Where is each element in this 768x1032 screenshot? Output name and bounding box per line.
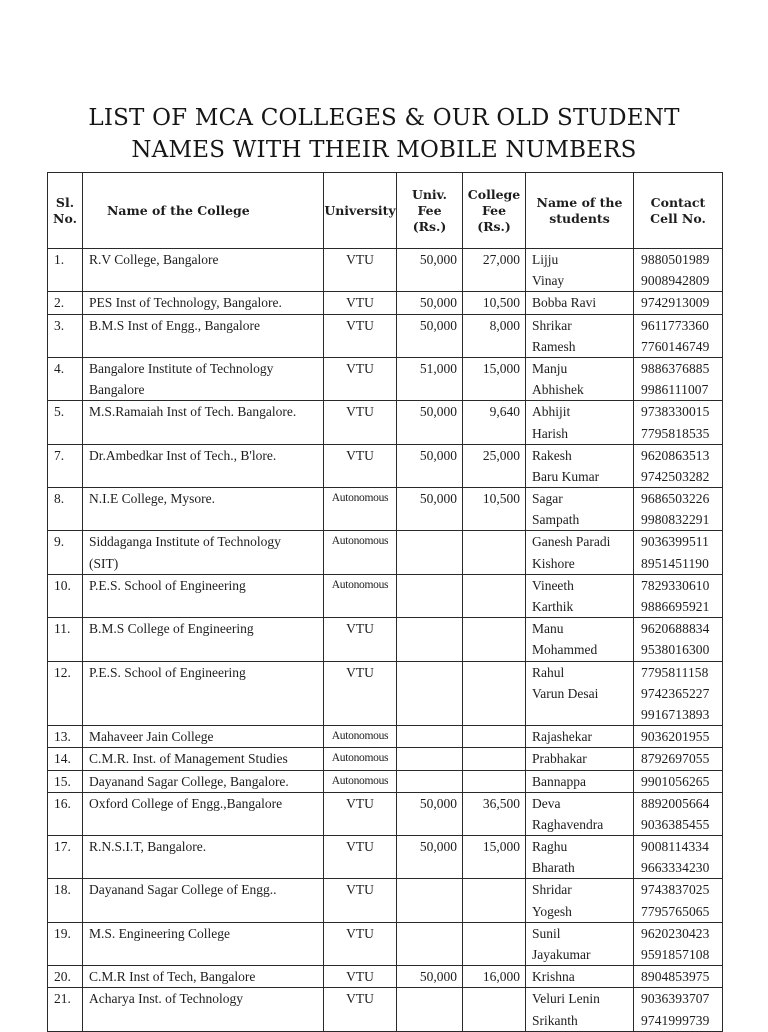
cell-univ-fee xyxy=(397,726,463,748)
cell-students: Raghu Bharath xyxy=(526,836,634,879)
cell-sl-no: 2. xyxy=(48,292,83,314)
cell-univ-fee xyxy=(397,922,463,965)
table-row xyxy=(48,249,723,292)
college-table xyxy=(47,172,723,1032)
cell-contact: 9742913009 xyxy=(634,292,723,314)
table-row xyxy=(48,966,723,988)
cell-university: VTU xyxy=(324,966,397,988)
cell-college-name: C.M.R. Inst. of Management Studies xyxy=(83,748,324,770)
table-row xyxy=(48,618,723,661)
header-university: University xyxy=(324,173,397,249)
cell-university: Autonomous xyxy=(324,488,397,531)
cell-sl-no: 10. xyxy=(48,574,83,617)
cell-contact: 9036393707 9741999739 xyxy=(634,988,723,1031)
table-row xyxy=(48,314,723,357)
cell-university: VTU xyxy=(324,618,397,661)
cell-univ-fee: 50,000 xyxy=(397,314,463,357)
cell-contact: 9620863513 9742503282 xyxy=(634,444,723,487)
table-row xyxy=(48,792,723,835)
cell-students: Rahul Varun Desai xyxy=(526,661,634,726)
cell-univ-fee xyxy=(397,988,463,1031)
cell-college-name: B.M.S College of Engineering xyxy=(83,618,324,661)
cell-sl-no: 5. xyxy=(48,401,83,444)
cell-college-fee: 25,000 xyxy=(463,444,526,487)
cell-college-name: Bangalore Institute of Technology Bangalore xyxy=(83,357,324,400)
cell-sl-no: 15. xyxy=(48,770,83,792)
table-row xyxy=(48,531,723,574)
cell-univ-fee: 50,000 xyxy=(397,792,463,835)
cell-contact: 7829330610 9886695921 xyxy=(634,574,723,617)
cell-contact: 9036201955 xyxy=(634,726,723,748)
cell-contact: 9611773360 7760146749 xyxy=(634,314,723,357)
cell-students: Abhijit Harish xyxy=(526,401,634,444)
cell-college-name: Acharya Inst. of Technology xyxy=(83,988,324,1031)
header-univ-fee: Univ. Fee (Rs.) xyxy=(397,173,463,249)
cell-students: Shridar Yogesh xyxy=(526,879,634,922)
cell-contact: 9901056265 xyxy=(634,770,723,792)
cell-univ-fee: 50,000 xyxy=(397,488,463,531)
title-line-1: LIST OF MCA COLLEGES & OUR OLD STUDENT xyxy=(88,105,680,131)
cell-students: Veluri Lenin Srikanth xyxy=(526,988,634,1031)
cell-univ-fee xyxy=(397,770,463,792)
title-line-2: NAMES WITH THEIR MOBILE NUMBERS xyxy=(131,137,637,163)
cell-students: Ganesh Paradi Kishore xyxy=(526,531,634,574)
header-students: Name of the students xyxy=(526,173,634,249)
cell-contact: 9686503226 9980832291 xyxy=(634,488,723,531)
cell-sl-no: 9. xyxy=(48,531,83,574)
cell-contact: 9036399511 8951451190 xyxy=(634,531,723,574)
cell-sl-no: 17. xyxy=(48,836,83,879)
cell-contact: 7795811158 9742365227 9916713893 xyxy=(634,661,723,726)
cell-college-name: PES Inst of Technology, Bangalore. xyxy=(83,292,324,314)
cell-students: Deva Raghavendra xyxy=(526,792,634,835)
header-sl-no: Sl. No. xyxy=(48,173,83,249)
cell-college-name: Dayanand Sagar College, Bangalore. xyxy=(83,770,324,792)
cell-college-fee: 27,000 xyxy=(463,249,526,292)
cell-students: Bannappa xyxy=(526,770,634,792)
cell-college-name: C.M.R Inst of Tech, Bangalore xyxy=(83,966,324,988)
table-row xyxy=(48,726,723,748)
cell-college-fee: 10,500 xyxy=(463,488,526,531)
cell-university: VTU xyxy=(324,879,397,922)
cell-college-name: Dayanand Sagar College of Engg.. xyxy=(83,879,324,922)
cell-university: Autonomous xyxy=(324,770,397,792)
cell-contact: 9743837025 7795765065 xyxy=(634,879,723,922)
cell-college-fee xyxy=(463,531,526,574)
cell-students: Lijju Vinay xyxy=(526,249,634,292)
cell-sl-no: 11. xyxy=(48,618,83,661)
cell-students: Manju Abhishek xyxy=(526,357,634,400)
cell-contact: 8792697055 xyxy=(634,748,723,770)
cell-college-name: B.M.S Inst of Engg., Bangalore xyxy=(83,314,324,357)
table-row xyxy=(48,836,723,879)
header-college-name: Name of the College xyxy=(83,173,324,249)
cell-sl-no: 13. xyxy=(48,726,83,748)
cell-college-fee xyxy=(463,726,526,748)
cell-college-fee xyxy=(463,922,526,965)
cell-students: Bobba Ravi xyxy=(526,292,634,314)
table-row xyxy=(48,292,723,314)
cell-univ-fee xyxy=(397,879,463,922)
cell-contact: 8892005664 9036385455 xyxy=(634,792,723,835)
cell-sl-no: 18. xyxy=(48,879,83,922)
cell-univ-fee xyxy=(397,618,463,661)
cell-university: VTU xyxy=(324,444,397,487)
cell-students: Rajashekar xyxy=(526,726,634,748)
cell-university: VTU xyxy=(324,357,397,400)
cell-sl-no: 21. xyxy=(48,988,83,1031)
cell-college-fee: 15,000 xyxy=(463,836,526,879)
cell-university: VTU xyxy=(324,988,397,1031)
cell-univ-fee xyxy=(397,531,463,574)
cell-students: Krishna xyxy=(526,966,634,988)
table-row xyxy=(48,357,723,400)
table-row xyxy=(48,661,723,726)
document-title xyxy=(0,102,768,166)
cell-college-fee xyxy=(463,748,526,770)
cell-sl-no: 19. xyxy=(48,922,83,965)
table-header-row xyxy=(48,173,723,249)
cell-univ-fee xyxy=(397,748,463,770)
cell-sl-no: 14. xyxy=(48,748,83,770)
cell-sl-no: 16. xyxy=(48,792,83,835)
cell-college-name: M.S.Ramaiah Inst of Tech. Bangalore. xyxy=(83,401,324,444)
cell-sl-no: 12. xyxy=(48,661,83,726)
cell-university: Autonomous xyxy=(324,726,397,748)
cell-contact: 9738330015 7795818535 xyxy=(634,401,723,444)
table-row xyxy=(48,988,723,1031)
cell-college-fee xyxy=(463,988,526,1031)
cell-sl-no: 1. xyxy=(48,249,83,292)
cell-contact: 9620230423 9591857108 xyxy=(634,922,723,965)
cell-contact: 9620688834 9538016300 xyxy=(634,618,723,661)
cell-college-fee: 16,000 xyxy=(463,966,526,988)
cell-sl-no: 8. xyxy=(48,488,83,531)
cell-college-fee: 9,640 xyxy=(463,401,526,444)
cell-univ-fee: 50,000 xyxy=(397,836,463,879)
cell-sl-no: 3. xyxy=(48,314,83,357)
cell-college-fee xyxy=(463,770,526,792)
cell-students: Prabhakar xyxy=(526,748,634,770)
cell-univ-fee xyxy=(397,574,463,617)
cell-students: Manu Mohammed xyxy=(526,618,634,661)
cell-university: VTU xyxy=(324,249,397,292)
cell-students: Rakesh Baru Kumar xyxy=(526,444,634,487)
cell-sl-no: 7. xyxy=(48,444,83,487)
cell-college-fee: 8,000 xyxy=(463,314,526,357)
cell-college-fee xyxy=(463,661,526,726)
cell-college-fee: 36,500 xyxy=(463,792,526,835)
table-row xyxy=(48,748,723,770)
cell-college-name: P.E.S. School of Engineering xyxy=(83,661,324,726)
cell-college-name: N.I.E College, Mysore. xyxy=(83,488,324,531)
cell-students: Shrikar Ramesh xyxy=(526,314,634,357)
cell-college-name: R.N.S.I.T, Bangalore. xyxy=(83,836,324,879)
cell-students: Sagar Sampath xyxy=(526,488,634,531)
cell-college-name: Dr.Ambedkar Inst of Tech., B'lore. xyxy=(83,444,324,487)
cell-college-fee xyxy=(463,574,526,617)
cell-univ-fee: 50,000 xyxy=(397,966,463,988)
cell-contact: 8904853975 xyxy=(634,966,723,988)
table-row xyxy=(48,770,723,792)
cell-univ-fee: 50,000 xyxy=(397,249,463,292)
cell-university: Autonomous xyxy=(324,748,397,770)
cell-university: VTU xyxy=(324,922,397,965)
cell-university: VTU xyxy=(324,401,397,444)
cell-univ-fee: 51,000 xyxy=(397,357,463,400)
cell-university: VTU xyxy=(324,314,397,357)
cell-college-fee: 10,500 xyxy=(463,292,526,314)
table-row xyxy=(48,401,723,444)
cell-sl-no: 20. xyxy=(48,966,83,988)
table-row xyxy=(48,444,723,487)
cell-college-fee: 15,000 xyxy=(463,357,526,400)
cell-college-name: Oxford College of Engg.,Bangalore xyxy=(83,792,324,835)
cell-university: Autonomous xyxy=(324,531,397,574)
cell-college-fee xyxy=(463,879,526,922)
cell-contact: 9886376885 9986111007 xyxy=(634,357,723,400)
cell-college-fee xyxy=(463,618,526,661)
table-row xyxy=(48,574,723,617)
cell-students: Sunil Jayakumar xyxy=(526,922,634,965)
cell-students: Vineeth Karthik xyxy=(526,574,634,617)
cell-college-name: Siddaganga Institute of Technology (SIT) xyxy=(83,531,324,574)
cell-univ-fee: 50,000 xyxy=(397,401,463,444)
table-body xyxy=(48,249,723,1032)
table-row xyxy=(48,922,723,965)
table-row xyxy=(48,488,723,531)
cell-university: VTU xyxy=(324,792,397,835)
cell-college-name: P.E.S. School of Engineering xyxy=(83,574,324,617)
cell-univ-fee: 50,000 xyxy=(397,292,463,314)
cell-contact: 9880501989 9008942809 xyxy=(634,249,723,292)
cell-college-name: M.S. Engineering College xyxy=(83,922,324,965)
table-row xyxy=(48,879,723,922)
cell-contact: 9008114334 9663334230 xyxy=(634,836,723,879)
cell-college-name: Mahaveer Jain College xyxy=(83,726,324,748)
cell-college-name: R.V College, Bangalore xyxy=(83,249,324,292)
cell-university: Autonomous xyxy=(324,574,397,617)
cell-university: VTU xyxy=(324,661,397,726)
cell-university: VTU xyxy=(324,292,397,314)
cell-university: VTU xyxy=(324,836,397,879)
cell-sl-no: 4. xyxy=(48,357,83,400)
header-college-fee: College Fee (Rs.) xyxy=(463,173,526,249)
cell-univ-fee xyxy=(397,661,463,726)
header-contact: Contact Cell No. xyxy=(634,173,723,249)
cell-univ-fee: 50,000 xyxy=(397,444,463,487)
